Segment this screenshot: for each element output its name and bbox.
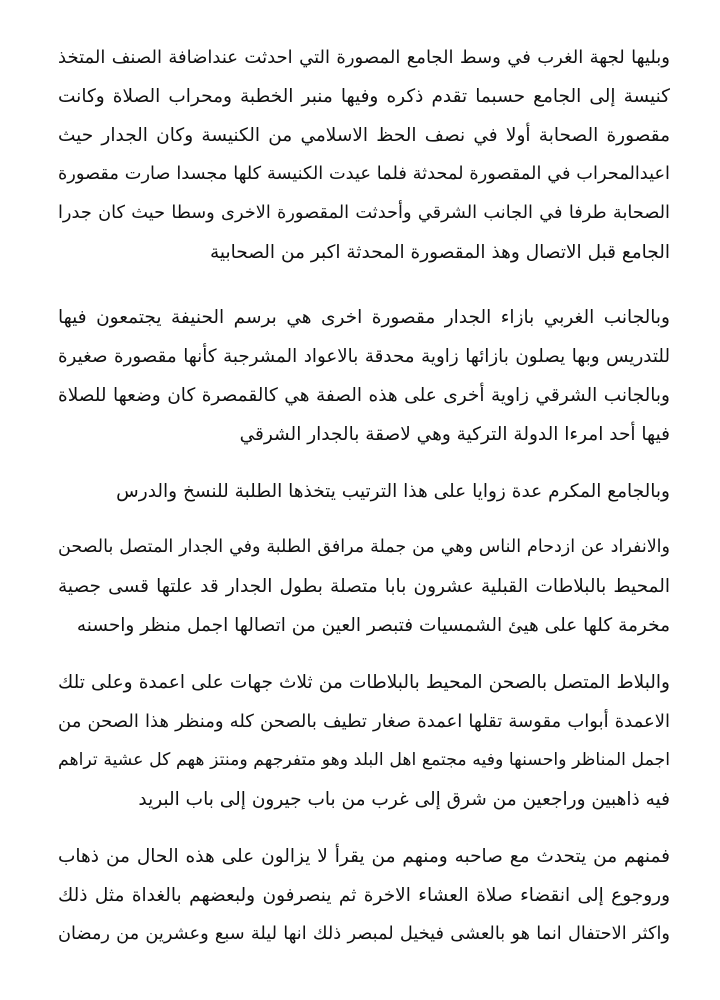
text-line: فيها أحد امرءا الدولة التركية وهي لاصقة بالجدار الشرقي	[239, 424, 670, 445]
text-line: اعيدالمحراب في المقصورة لمحدثة فلما عيدت الكنيسة كلها مجسدا صارت مقصورة	[58, 164, 670, 184]
paragraph-4	[58, 528, 670, 645]
text-line: والبلاط المتصل بالصحن المحيط بالبلاطات من ثلاث جهات على اعمدة وعلى تلك	[58, 672, 670, 693]
text-line: مقصورة الصحابة أولا في نصف الحظ الاسلامي من الكنيسة وكان الجدار حيث	[58, 125, 670, 146]
text-line: الاعمدة أبواب مقوسة تقلها اعمدة صغار تطيف بالصحن كله ومنظر هذا الصحن من	[58, 711, 670, 732]
text-line: الصحابة طرفا في الجانب الشرقي وأحدثت المقصورة الاخرى وسطا حيث كان جدرا	[58, 203, 670, 223]
text-line: وبالجانب الغربي بازاء الجدار مقصورة اخرى هي برسم الحنيفة يجتمعون فيها	[58, 307, 670, 328]
paragraph-6	[58, 837, 670, 954]
text-line: اجمل المناظر واحسنها وفيه مجتمع اهل البلد وهو متفرجهم ومنتز ههم كل عشية تراهم	[58, 750, 670, 770]
text-line: المحيط بالبلاطات القبلية عشرون بابا متصلة بطول الجدار قد علتها قسى جصية	[58, 576, 670, 597]
text-line: واكثر الاحتفال انما هو بالعشى فيخيل لمبصر ذلك انها ليلة سبع وعشرين من رمضان	[58, 924, 670, 944]
text-line: الجامع قبل الاتصال وهذ المقصورة المحدثة اكبر من الصحابية	[210, 242, 670, 263]
paragraph-3	[58, 472, 670, 511]
text-line: وبالجانب الشرقي زاوية أخرى على هذه الصفة هي كالقمصرة كان وضعها للصلاة	[58, 385, 670, 406]
text-line: فيه ذاهبين وراجعين من شرق إلى غرب من باب جيرون إلى باب البريد	[138, 789, 670, 810]
text-line: فمنهم من يتحدث مع صاحبه ومنهم من يقرأ لا يزالون على هذه الحال من ذهاب	[58, 846, 670, 867]
text-line: وبالجامع المكرم عدة زوايا على هذا الترتيب يتخذها الطلبة للنسخ والدرس	[116, 481, 670, 502]
paragraph-5	[58, 663, 670, 819]
paragraph-2	[58, 298, 670, 454]
text-line: مخرمة كلها على هيئ الشمسيات فتبصر العين من اتصالها اجمل منظر واحسنه	[76, 615, 670, 636]
text-line: وبليها لجهة الغرب في وسط الجامع المصورة التي احدثت عنداضافة الصنف المتخذ	[58, 47, 670, 68]
text-line: وروجوع إلى انقضاء صلاة العشاء الاخرة ثم ينصرفون ولبعضهم بالغداة مثل ذلك	[58, 885, 670, 906]
paragraph-1	[58, 38, 670, 272]
text-line: للتدريس وبها يصلون بازائها زاوية محدقة بالاعواد المشرجبة كأنها مقصورة صغيرة	[58, 346, 670, 367]
text-line: والانفراد عن ازدحام الناس وهي من جملة مرافق الطلبة وفي الجدار المتصل بالصحن	[58, 537, 670, 557]
text-line: كنيسة إلى الجامع حسبما تقدم ذكره وفيها منبر الخطبة ومحراب الصلاة وكانت	[58, 86, 670, 107]
